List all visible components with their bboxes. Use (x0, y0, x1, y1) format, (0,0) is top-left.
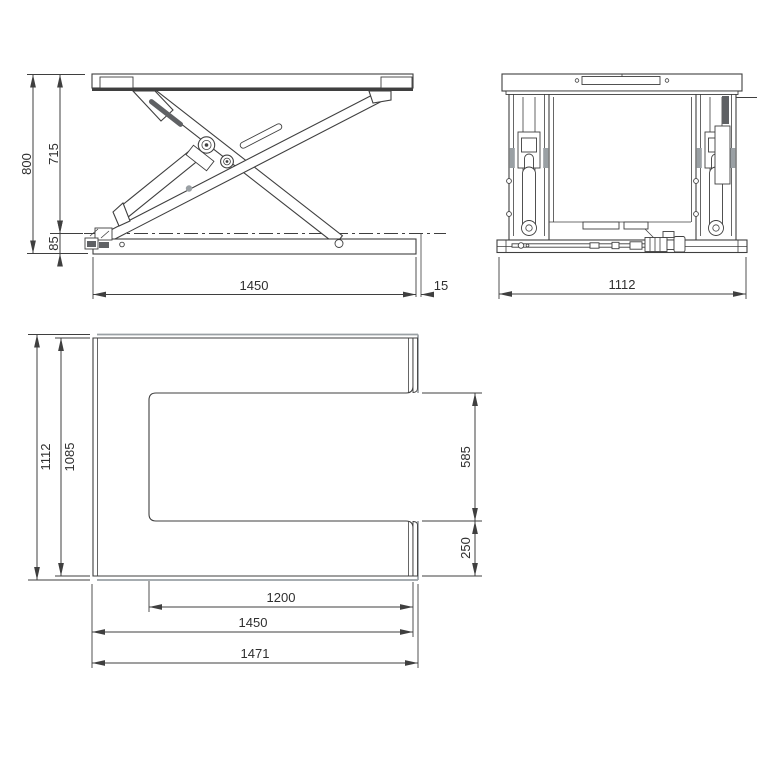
cylinder-housing (715, 126, 730, 184)
platform-recess (582, 77, 660, 85)
platform-underside-strip (92, 88, 413, 91)
base-bolt-left (120, 242, 125, 247)
dim-label-715: 715 (46, 143, 61, 165)
scissor-arm-inner (108, 90, 388, 241)
dim-label-1450: 1450 (239, 278, 269, 293)
platform-front (502, 74, 742, 95)
platform-end-block-right (381, 77, 412, 88)
dim-label-85: 85 (46, 236, 61, 251)
side-view (19, 74, 448, 299)
dim-label-1450-plan: 1450 (238, 615, 268, 630)
dim-label-800: 800 (19, 153, 34, 175)
fork-end-cap-bottom (413, 522, 418, 577)
pump-body (645, 238, 667, 252)
motor-cap (674, 237, 685, 253)
pin-dot (186, 185, 192, 191)
arm-top-right-mount (369, 91, 391, 103)
limit-strip (722, 96, 729, 124)
dim-front-overall-width (499, 257, 746, 299)
dim-label-1085: 1085 (62, 442, 77, 472)
hydraulic-pipe (512, 244, 647, 247)
dim-label-1200: 1200 (266, 590, 296, 605)
scissor-mechanism (108, 90, 391, 245)
arm-roller (335, 240, 343, 248)
front-view (497, 74, 757, 299)
dim-plan-overall-width (28, 335, 90, 581)
platform-u-outline (93, 338, 413, 576)
dim-label-1112-plan: 1112 (38, 443, 53, 471)
dim-side-edge-offset (421, 278, 448, 295)
dim-plan-fork-opening (422, 393, 482, 521)
plan-view (28, 335, 482, 669)
dim-plan-platform-width (55, 338, 90, 576)
dim-side-base-length (93, 257, 416, 299)
dim-side-lowered-height (46, 221, 61, 266)
platform-surface (92, 74, 413, 88)
secondary-pivot-bolt (221, 155, 234, 168)
dim-label-585: 585 (458, 446, 473, 468)
platform-end-block-left (100, 77, 133, 88)
platform-lip (506, 91, 738, 95)
dim-label-15: 15 (433, 278, 449, 293)
dim-label-1112-front: 1112 (608, 277, 636, 292)
dim-plan-fork-length (149, 581, 413, 637)
dim-label-1471: 1471 (240, 646, 270, 661)
front-left-leg-assembly (507, 94, 549, 240)
platform-side (92, 74, 413, 91)
center-pivot-bolt (198, 137, 214, 153)
dim-plan-fork-width (422, 521, 482, 576)
dim-side-raised-height (46, 75, 83, 234)
fork-end-cap-top (413, 338, 418, 393)
dim-label-250: 250 (458, 537, 473, 559)
inner-frame (549, 97, 692, 240)
base-rail (93, 239, 416, 254)
